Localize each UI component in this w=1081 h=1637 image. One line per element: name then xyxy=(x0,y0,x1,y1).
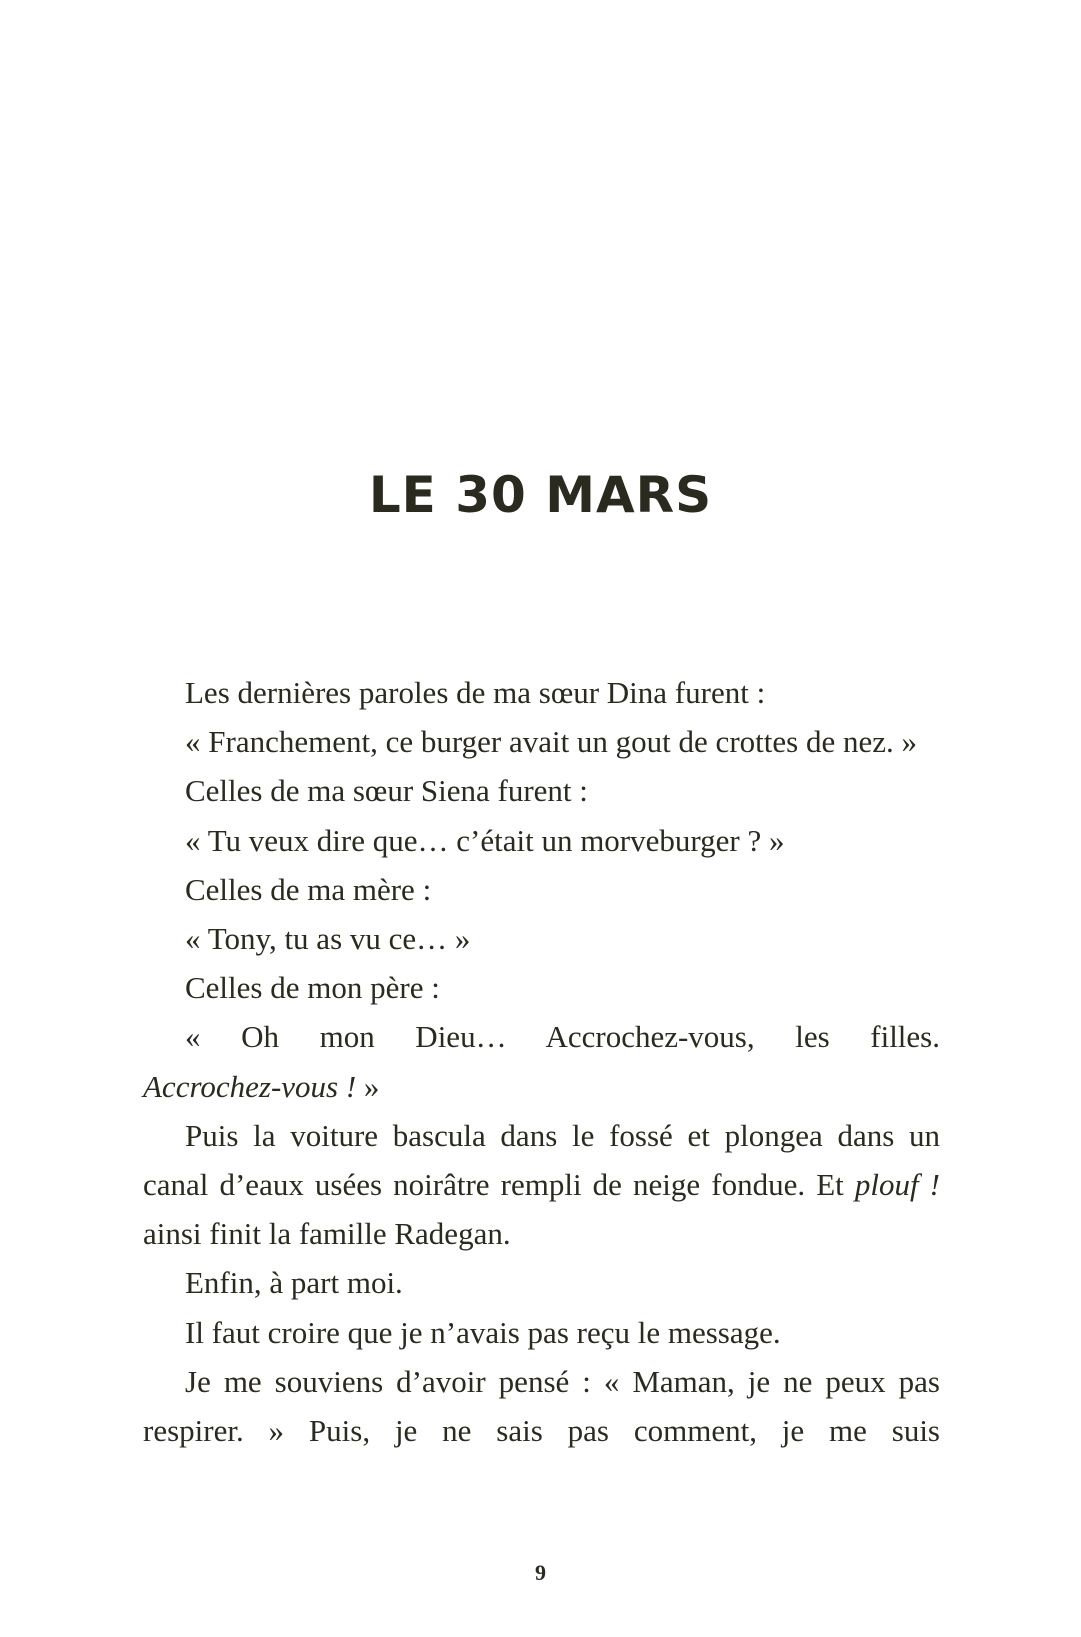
paragraph: Il faut croire que je n’avais pas reçu le message. xyxy=(185,1314,781,1350)
paragraph: Celles de ma mère : xyxy=(185,871,432,907)
paragraph: Enfin, à part moi. xyxy=(185,1265,403,1301)
italic-text: Accrochez-vous ! xyxy=(143,1068,357,1104)
paragraph-text: Puis la voiture bascula dans le fossé et plongea dans un canal d’eaux usées noirâtre rempli de neige fondue. Et xyxy=(143,1117,940,1203)
paragraph-line: « Oh mon Dieu… Accrochez-vous, les filles. xyxy=(185,1019,940,1055)
paragraph-text: ainsi finit la famille Radegan. xyxy=(143,1216,511,1252)
italic-text: plouf ! xyxy=(854,1167,940,1203)
paragraph xyxy=(143,1012,940,1110)
paragraph: Les dernières paroles de ma sœur Dina furent : xyxy=(185,675,766,710)
paragraph: « Franchement, ce burger avait un gout de crottes de nez. » xyxy=(185,724,917,760)
paragraph: Celles de ma sœur Siena furent : xyxy=(185,773,588,809)
paragraph-line xyxy=(143,1062,940,1111)
page-number: 9 xyxy=(535,1560,546,1585)
paragraph: « Tony, tu as vu ce… » xyxy=(185,921,471,957)
paragraph: Je me souviens d’avoir pensé : « Maman, je ne peux pas respirer. » Puis, je ne sais pas comment, je me suis xyxy=(143,1363,940,1449)
paragraph: « Tu veux dire que… c’était un morveburger ? » xyxy=(185,822,785,858)
paragraph: Celles de mon père : xyxy=(185,970,440,1006)
chapter-title: LE 30 MARS xyxy=(368,466,713,524)
paragraph-text: » xyxy=(356,1068,380,1104)
paragraph xyxy=(143,1111,940,1259)
chapter-body xyxy=(143,668,940,1455)
